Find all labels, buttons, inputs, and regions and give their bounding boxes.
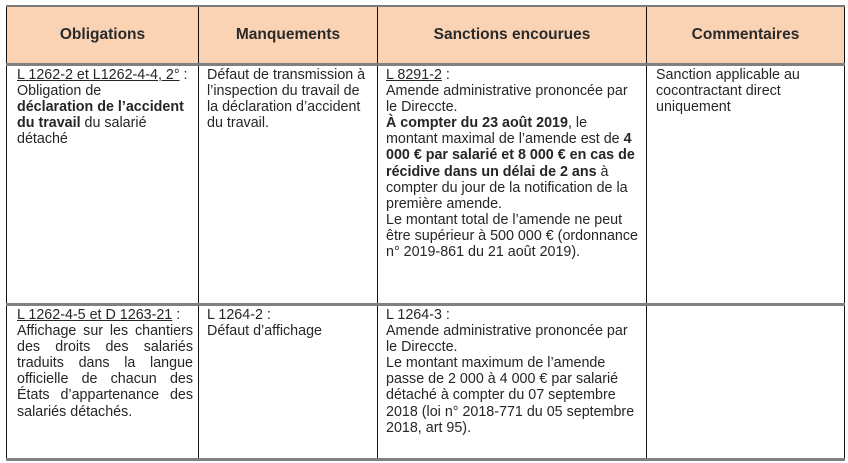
header-commentaires: Commentaires (647, 6, 845, 65)
header-manquements: Manquements (199, 6, 378, 65)
legal-reference: L 8291-2 (386, 67, 442, 83)
legal-reference: L 1264-3 : (386, 307, 450, 323)
header-sanctions: Sanctions encourues (378, 6, 647, 65)
legal-reference: L 1264-2 : (207, 307, 271, 323)
manquement-text: Défaut de transmission à l’inspection du travail de la déclaration d’accident du travail. (207, 67, 366, 132)
cell-sanction (378, 305, 647, 460)
sanction-text: Amende administrative prononcée par le Direccte. (386, 83, 628, 116)
cell-sanction (378, 65, 647, 305)
cell-obligation (7, 305, 199, 460)
cell-commentaire (647, 305, 845, 460)
sanction-text: à compter du jour de la notification de la première amende. (386, 163, 628, 212)
legal-reference: L 1262-4-5 et D 1263-21 (17, 307, 173, 323)
obligation-text-end: du salarié détaché (17, 115, 147, 148)
sanction-text: Le montant total de l’amende ne peut être supérieur à 500 000 € (ordonnance n° 2019-861 du 21 août 2019). (386, 211, 638, 261)
sanction-date-bold: À compter du 23 août 2019 (386, 115, 568, 132)
sanction-text: Le montant maximum de l’amende passe de 2 000 à 4 000 € par salarié détaché à compter du 07 septembre 2018 (loi n° 2018-771 du 05 septembre 2018, art 95). (386, 355, 635, 436)
sanction-amount-bold: 4 000 € par salarié et 8 000 € en cas de récidive dans un délai de 2 ans (386, 131, 635, 180)
cell-obligation (7, 65, 199, 305)
header-obligations: Obligations (7, 6, 199, 65)
obligation-text: Affichage sur les chantiers des droits des salariés traduits dans la langue officielle de chacun des États d’appartenance des salariés détachés. (17, 323, 193, 420)
ref-suffix: : (441, 67, 450, 83)
obligation-bold: déclaration de l’accident du travail (17, 99, 184, 132)
ref-suffix: : (179, 67, 188, 83)
manquement-text: Défaut d’affichage (207, 323, 322, 340)
table-row (7, 65, 845, 305)
cell-commentaire (647, 65, 845, 305)
table-row (7, 305, 845, 460)
header-row (7, 6, 845, 65)
obligation-text: Obligation de (17, 83, 102, 100)
ref-suffix: : (172, 307, 181, 323)
cell-manquement (199, 305, 378, 460)
commentaire-text: Sanction applicable au cocontractant direct uniquement (656, 67, 800, 116)
sanction-text: , le montant maximal de l’amende est de (386, 115, 624, 148)
legal-reference: L 1262-2 et L1262-4-4, 2° (17, 67, 180, 83)
sanctions-table (6, 5, 845, 461)
sanction-text: Amende administrative prononcée par le Direccte. (386, 323, 628, 356)
cell-manquement (199, 65, 378, 305)
